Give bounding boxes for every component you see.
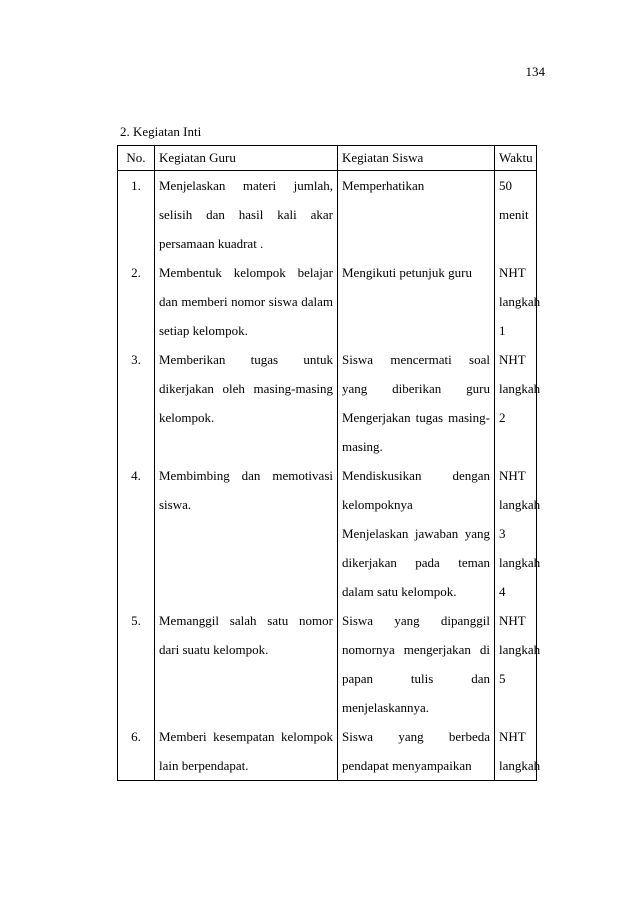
kegiatan-siswa-cell-line: masing. [342, 439, 383, 454]
waktu-cell [495, 461, 541, 606]
activity-table [117, 145, 541, 781]
kegiatan-siswa-cell [338, 461, 495, 606]
kegiatan-siswa-cell-line: Siswa yang dipanggil [342, 613, 490, 628]
kegiatan-guru-cell-line: lain berpendapat. [159, 758, 249, 773]
table-row [118, 461, 537, 606]
kegiatan-guru-cell-line: setiap kelompok. [159, 323, 248, 338]
kegiatan-guru-cell-line: dan memberi nomor siswa dalam [159, 294, 333, 309]
waktu-cell-line: menit [499, 207, 529, 222]
kegiatan-siswa-cell-line: Mengerjakan tugas masing- [342, 410, 490, 425]
row-number: 5. [118, 606, 155, 722]
waktu-cell-line: 2 [499, 410, 506, 425]
waktu-cell-line: langkah [499, 381, 541, 396]
row-number: 4. [118, 461, 155, 606]
waktu-cell-line: langkah [499, 555, 541, 570]
kegiatan-siswa-cell-line: yang diberikan guru [342, 381, 490, 396]
kegiatan-guru-cell-line: Memanggil salah satu nomor [159, 613, 333, 628]
waktu-cell-line: NHT [499, 265, 526, 280]
table-row [118, 345, 537, 461]
kegiatan-guru-cell-line: Membimbing dan memotivasi [159, 468, 333, 483]
kegiatan-guru-cell-line: Memberi kesempatan kelompok [159, 729, 333, 744]
waktu-cell [495, 258, 541, 345]
table-body [118, 171, 541, 781]
kegiatan-guru-cell [155, 171, 338, 259]
waktu-cell-line: NHT [499, 613, 526, 628]
kegiatan-siswa-cell [338, 171, 495, 259]
waktu-cell-line: NHT [499, 729, 526, 744]
kegiatan-guru-cell [155, 606, 338, 722]
page-number: 134 [525, 64, 545, 79]
kegiatan-siswa-cell-line: pendapat menyampaikan [342, 758, 472, 773]
kegiatan-guru-cell [155, 722, 338, 781]
waktu-cell-line: 1 [499, 323, 506, 338]
kegiatan-guru-cell-line: kelompok. [159, 410, 215, 425]
kegiatan-guru-cell-line: Menjelaskan materi jumlah, [159, 178, 333, 193]
header-no: No. [118, 146, 155, 171]
kegiatan-guru-cell [155, 258, 338, 345]
kegiatan-siswa-cell-line: menjelaskannya. [342, 700, 429, 715]
waktu-cell-line: langkah [499, 497, 541, 512]
header-waktu: Waktu [495, 146, 537, 171]
kegiatan-guru-cell-line: siswa. [159, 497, 192, 512]
kegiatan-guru-cell-line: dari suatu kelompok. [159, 642, 269, 657]
row-number: 6. [118, 722, 155, 781]
waktu-cell-line: langkah [499, 642, 541, 657]
waktu-cell-line: 5 [499, 671, 506, 686]
header-kegiatan-guru: Kegiatan Guru [155, 146, 338, 171]
waktu-cell-line: langkah [499, 294, 541, 309]
table-header-row [118, 146, 537, 171]
kegiatan-siswa-cell-line: papan tulis dan [342, 671, 490, 686]
kegiatan-guru-cell-line: Memberikan tugas untuk [159, 352, 333, 367]
kegiatan-siswa-cell-line: Memperhatikan [342, 178, 425, 193]
kegiatan-guru-cell [155, 345, 338, 461]
row-number: 1. [118, 171, 155, 259]
row-number: 3. [118, 345, 155, 461]
waktu-cell [495, 722, 541, 781]
kegiatan-guru-cell-line: Membentuk kelompok belajar [159, 265, 333, 280]
kegiatan-guru-cell-line: dikerjakan oleh masing-masing [159, 381, 333, 396]
kegiatan-siswa-cell-line: kelompoknya [342, 497, 413, 512]
kegiatan-guru-cell [155, 461, 338, 606]
table-row [118, 258, 537, 345]
waktu-cell [495, 606, 541, 722]
table-row [118, 722, 537, 781]
table-row [118, 606, 537, 722]
kegiatan-siswa-cell-line: nomornya mengerjakan di [342, 642, 490, 657]
kegiatan-siswa-cell [338, 345, 495, 461]
kegiatan-guru-cell-line: selisih dan hasil kali akar [159, 207, 333, 222]
section-title: 2. Kegiatan Inti [120, 124, 202, 139]
kegiatan-siswa-cell-line: Mengikuti petunjuk guru [342, 265, 472, 280]
kegiatan-siswa-cell-line: dalam satu kelompok. [342, 584, 457, 599]
kegiatan-siswa-cell-line: Siswa mencermati soal [342, 352, 490, 367]
waktu-cell-line: 50 [499, 178, 512, 193]
waktu-cell-line: NHT [499, 352, 526, 367]
waktu-cell-line: 3 [499, 526, 506, 541]
row-number: 2. [118, 258, 155, 345]
kegiatan-siswa-cell-line: Menjelaskan jawaban yang [342, 526, 490, 541]
waktu-cell-line: NHT [499, 468, 526, 483]
waktu-cell-line: 4 [499, 584, 506, 599]
header-kegiatan-siswa: Kegiatan Siswa [338, 146, 495, 171]
kegiatan-siswa-cell [338, 258, 495, 345]
table-row [118, 171, 537, 259]
kegiatan-siswa-cell [338, 606, 495, 722]
kegiatan-guru-cell-line: persamaan kuadrat . [159, 236, 264, 251]
kegiatan-siswa-cell-line: Siswa yang berbeda [342, 729, 490, 744]
waktu-cell [495, 345, 541, 461]
waktu-cell-line: langkah [499, 758, 541, 773]
kegiatan-siswa-cell-line: dikerjakan pada teman [342, 555, 490, 570]
waktu-cell [495, 171, 537, 259]
kegiatan-siswa-cell-line: Mendiskusikan dengan [342, 468, 490, 483]
kegiatan-siswa-cell [338, 722, 495, 781]
